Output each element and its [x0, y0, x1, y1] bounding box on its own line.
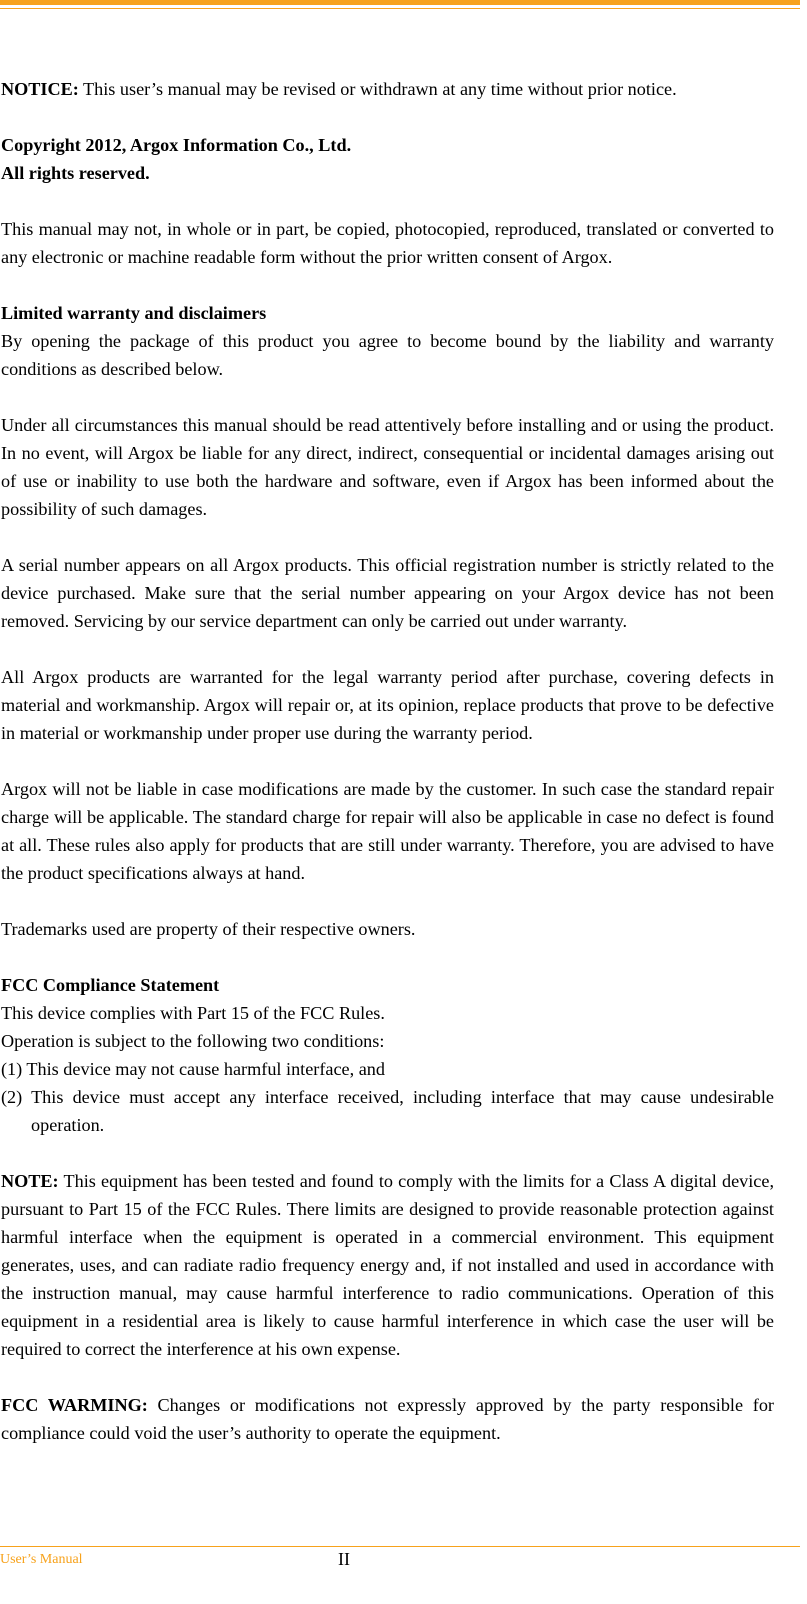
notice-text: This user’s manual may be revised or withdrawn at any time without prior notice.	[78, 79, 677, 99]
fcc-warning-label: FCC WARMING:	[1, 1395, 148, 1415]
header-rule-thin	[0, 8, 800, 9]
copyright-line: Copyright 2012, Argox Information Co., Ltd.	[1, 135, 352, 155]
page-content	[1, 75, 774, 1475]
footer-manual-label: User’s Manual	[0, 1552, 83, 1567]
fcc-condition-2: (2) This device must accept any interface received, including interface that may cause undesirable operation.	[1, 1087, 774, 1135]
warranty-section	[1, 299, 774, 383]
rights-reserved-line: All rights reserved.	[1, 163, 150, 183]
footer-rule	[0, 1546, 800, 1547]
warranty-intro: By opening the package of this product you agree to become bound by the liability and warranty conditions as described below.	[1, 331, 774, 379]
notice-label: NOTICE:	[1, 79, 79, 99]
warranted-paragraph: All Argox products are warranted for the legal warranty period after purchase, covering defects in material and workmanship. Argox will repair or, at its opinion, replace products that prove to be defective in material or workmanship under proper use during the warranty period.	[1, 667, 774, 743]
fcc-warning-text: Changes or modifications not expressly approved by the party responsible for compliance could void the user’s authority to operate the equipment.	[1, 1395, 774, 1443]
header-rule-thick	[0, 0, 800, 5]
fcc-heading: FCC Compliance Statement	[1, 975, 220, 995]
note-label: NOTE:	[1, 1171, 59, 1191]
modifications-paragraph: Argox will not be liable in case modifications are made by the customer. In such case the standard repair charge will be applicable. The standard charge for repair will also be applicable in case no defect is found at all. These rules also apply for products that are still under warranty. Therefore, you are advised to have the product specifications always at hand.	[1, 779, 774, 883]
trademarks-paragraph: Trademarks used are property of their respective owners.	[1, 919, 416, 939]
fcc-line-1: This device complies with Part 15 of the FCC Rules.	[1, 1003, 385, 1023]
fcc-line-2: Operation is subject to the following two conditions:	[1, 1031, 385, 1051]
page-number: II	[338, 1549, 350, 1569]
copy-restriction-paragraph: This manual may not, in whole or in part, be copied, photocopied, reproduced, translated or converted to any electronic or machine readable form without the prior written consent of Argox.	[1, 219, 774, 267]
copyright-block	[1, 131, 774, 187]
note-paragraph	[1, 1167, 774, 1363]
notice-paragraph	[1, 75, 774, 103]
note-text: This equipment has been tested and found to comply with the limits for a Class A digital device, pursuant to Part 15 of the FCC Rules. There limits are designed to provide reasonable protection against harmful interface when the equipment is operated in a commercial environment. This equipment generates, uses, and can radiate radio frequency energy and, if not installed and used in accordance with the instruction manual, may cause harmful interference to radio communications. Operation of this equipment in a residential area is likely to cause harmful interference in which case the user will be required to correct the interference at his own expense.	[1, 1171, 774, 1359]
circumstances-paragraph: Under all circumstances this manual should be read attentively before installing and or using the product. In no event, will Argox be liable for any direct, indirect, consequential or incidental damages arising out of use or inability to use both the hardware and software, even if Argox has been informed about the possibility of such damages.	[1, 415, 774, 519]
warranty-heading: Limited warranty and disclaimers	[1, 303, 267, 323]
fcc-condition-1: (1) This device may not cause harmful interface, and	[1, 1059, 385, 1079]
fcc-warning-paragraph	[1, 1391, 774, 1447]
serial-number-paragraph: A serial number appears on all Argox products. This official registration number is strictly related to the device purchased. Make sure that the serial number appearing on your Argox device has not been removed. Servicing by our service department can only be carried out under warranty.	[1, 555, 774, 631]
fcc-section	[1, 971, 774, 1139]
